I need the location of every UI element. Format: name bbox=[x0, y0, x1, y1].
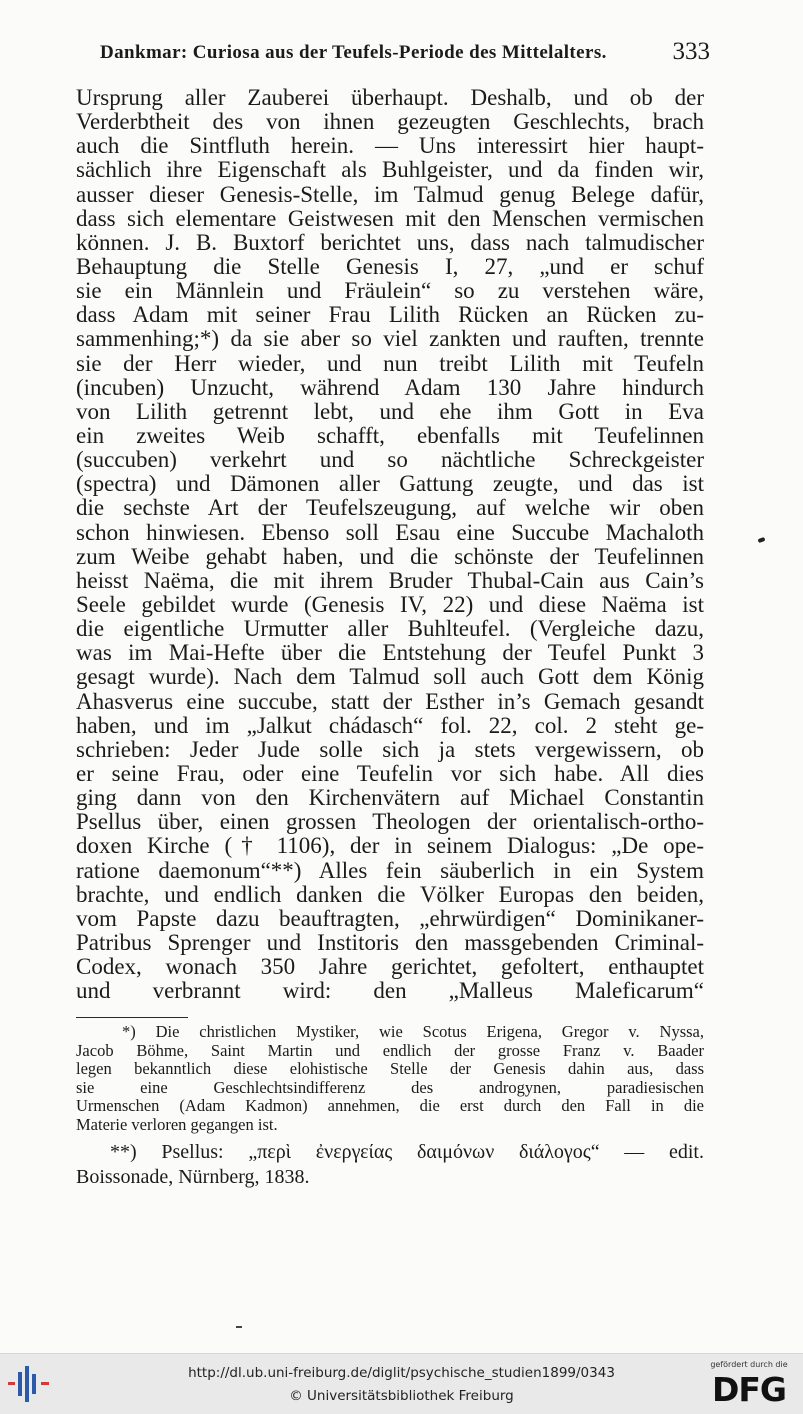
body-line: Ahasverus eine succube, statt der Esther in’s Gemach gesandt bbox=[76, 689, 704, 714]
body-line: ratione daemonum“**) Alles fein säuberlich in ein System bbox=[76, 858, 704, 883]
body-line: (spectra) und Dämonen aller Gattung zeugte, und das ist bbox=[76, 472, 704, 497]
body-line: und verbrannt wird: den „Malleus Maleficarum“ bbox=[76, 979, 704, 1004]
footnote-line: Jacob Böhme, Saint Martin und endlich der grosse Franz v. Baader bbox=[76, 1041, 704, 1060]
running-title: Dankmar: Curiosa aus der Teufels-Periode des Mittelalters. bbox=[100, 42, 607, 63]
body-line: ausser dieser Genesis-Stelle, im Talmud genug Belege dafür, bbox=[76, 182, 704, 207]
body-line: (incuben) Unzucht, während Adam 130 Jahre hindurch bbox=[76, 375, 704, 400]
body-line: die eigentliche Urmutter aller Buhlteufel. (Vergleiche dazu, bbox=[76, 617, 704, 642]
body-line: brachte, und endlich danken die Völker Europas den beiden, bbox=[76, 882, 704, 907]
footnote-line: legen bekanntlich diese elohistische Stelle der Genesis dahin aus, dass bbox=[76, 1060, 704, 1079]
body-line: Ursprung aller Zauberei überhaupt. Deshalb, und ob der bbox=[76, 86, 704, 110]
page-url[interactable]: http://dl.ub.uni-freiburg.de/diglit/psychische_studien1899/0343 bbox=[188, 1365, 615, 1381]
viewer-footer bbox=[0, 1353, 803, 1414]
body-line: können. J. B. Buxtorf berichtet uns, dass nach talmudischer bbox=[76, 230, 704, 255]
body-line: von Lilith getrennt lebt, und ehe ihm Gott in Eva bbox=[76, 399, 704, 424]
dfg-logo: DFG bbox=[711, 1370, 787, 1409]
body-line: heisst Naëma, die mit ihrem Bruder Thubal-Cain aus Cain’s bbox=[76, 568, 704, 593]
body-line: schrieben: Jeder Jude solle sich ja stets vergewissern, ob bbox=[76, 737, 704, 762]
margin-mark bbox=[758, 537, 766, 543]
body-line: sammenhing;*) da sie aber so viel zankten und rauften, trennte bbox=[76, 327, 704, 352]
body-line: dass sich elementare Geistwesen mit den Menschen vermischen bbox=[76, 206, 704, 231]
body-line: sie ein Männlein und Fräulein“ so zu verstehen wäre, bbox=[76, 279, 704, 304]
body-line: Codex, wonach 350 Jahre gerichtet, gefoltert, enthauptet bbox=[76, 955, 704, 980]
footnote-1 bbox=[76, 1023, 704, 1135]
body-line: die sechste Art der Teufelszeugung, auf welche wir oben bbox=[76, 496, 704, 521]
footnote-line: sie eine Geschlechtsindifferenz des androgynen, paradiesischen bbox=[76, 1078, 704, 1097]
body-line: Behauptung die Stelle Genesis I, 27, „und er schuf bbox=[76, 254, 704, 279]
body-line: schon hinwiesen. Ebenso soll Esau eine Succube Machaloth bbox=[76, 520, 704, 545]
body-line: dass Adam mit seiner Frau Lilith Rücken an Rücken zu- bbox=[76, 303, 704, 328]
body-line: sächlich ihre Eigenschaft als Buhlgeister, und da finden wir, bbox=[76, 158, 704, 183]
body-line: doxen Kirche († 1106), der in seinem Dialogus: „De ope- bbox=[76, 834, 704, 859]
footnote-line: *) Die christlichen Mystiker, wie Scotus Erigena, Gregor v. Nyssa, bbox=[122, 1023, 704, 1041]
body-line: Seele gebildet wurde (Genesis IV, 22) und diese Naëma ist bbox=[76, 592, 704, 617]
body-line: sie der Herr wieder, und nun treibt Lilith mit Teufeln bbox=[76, 351, 704, 376]
body-text bbox=[76, 86, 704, 1003]
body-line: (succuben) verkehrt und so nächtliche Schreckgeister bbox=[76, 448, 704, 473]
page-mark bbox=[236, 1326, 242, 1328]
body-line: gesagt wurde). Nach dem Talmud soll auch Gott dem König bbox=[76, 665, 704, 690]
body-line: Psellus über, einen grossen Theologen der orientalisch-ortho- bbox=[76, 810, 704, 835]
running-head bbox=[100, 38, 710, 70]
body-line: Verderbtheit des von ihnen gezeugten Geschlechts, brach bbox=[76, 110, 704, 135]
footnote-line: Urmenschen (Adam Kadmon) annehmen, die erst durch den Fall in die bbox=[76, 1097, 704, 1116]
body-line: was im Mai-Hefte über die Entstehung der Teufel Punkt 3 bbox=[76, 641, 704, 666]
body-line: Patribus Sprenger und Institoris den massgebenden Criminal- bbox=[76, 930, 704, 955]
body-line: auch die Sintfluth herein. — Uns interessirt hier haupt- bbox=[76, 134, 704, 159]
footnote-line: Boissonade, Nürnberg, 1838. bbox=[76, 1166, 310, 1188]
copyright-text: © Universitätsbibliothek Freiburg bbox=[289, 1388, 514, 1404]
page-number: 333 bbox=[672, 38, 710, 65]
footnote-rule bbox=[76, 1017, 188, 1018]
footnote-2 bbox=[76, 1140, 704, 1190]
body-line: haben, und im „Jalkut chádasch“ fol. 22, col. 2 steht ge- bbox=[76, 713, 704, 738]
footnote-line: **) Psellus: „περὶ ἐνεργείας δαιμόνων διάλογος“ — edit. bbox=[110, 1141, 704, 1163]
body-line: ein zweites Weib schafft, ebenfalls mit Teufelinnen bbox=[76, 423, 704, 448]
body-line: er seine Frau, oder eine Teufelin vor sich habe. All dies bbox=[76, 761, 704, 786]
body-line: zum Weibe gehabt haben, und die schönste der Teufelinnen bbox=[76, 544, 704, 569]
dfg-note: gefördert durch die bbox=[710, 1360, 788, 1369]
body-line: ging dann von den Kirchenvätern auf Michael Constantin bbox=[76, 786, 704, 811]
body-line: vom Papste dazu beauftragten, „ehrwürdigen“ Dominikaner- bbox=[76, 906, 704, 931]
footnote-line: Materie verloren gegangen ist. bbox=[76, 1115, 278, 1134]
